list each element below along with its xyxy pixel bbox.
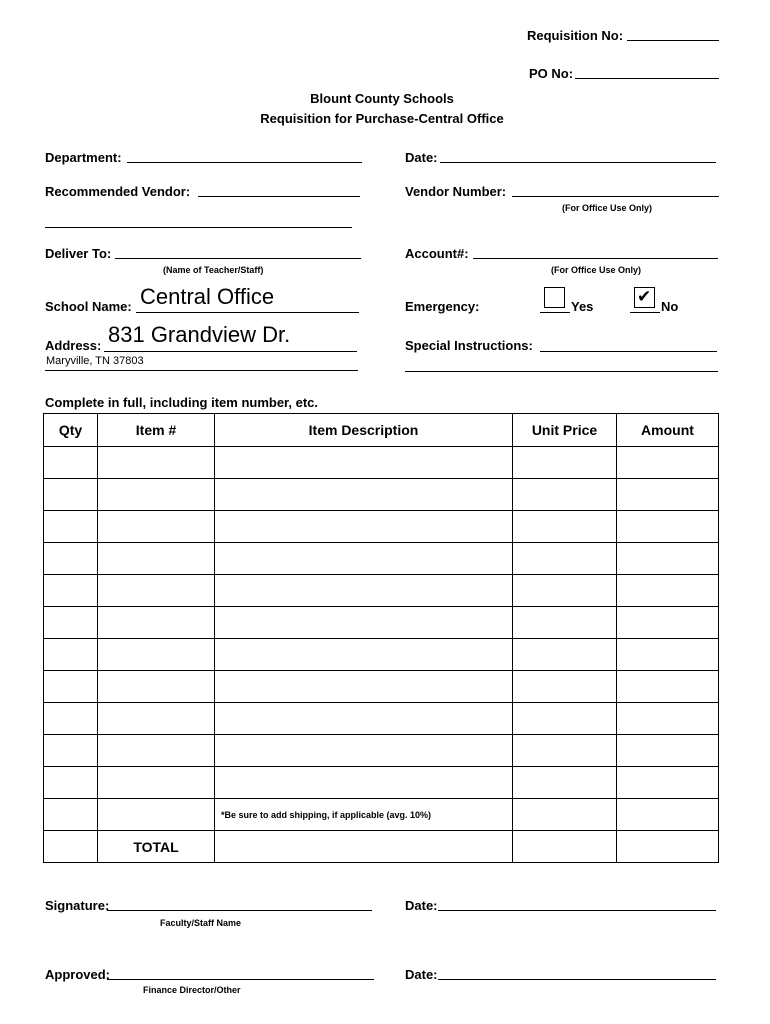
cell[interactable] bbox=[44, 543, 98, 575]
cell[interactable] bbox=[215, 575, 513, 607]
address-field-line2[interactable] bbox=[45, 370, 358, 371]
table-row bbox=[44, 575, 719, 607]
table-row bbox=[44, 479, 719, 511]
cell[interactable] bbox=[513, 479, 617, 511]
cell[interactable] bbox=[44, 671, 98, 703]
cell[interactable] bbox=[215, 767, 513, 799]
cell[interactable] bbox=[513, 543, 617, 575]
cell[interactable] bbox=[98, 639, 215, 671]
signature-label: Signature: bbox=[45, 898, 110, 913]
signature-field[interactable] bbox=[107, 910, 372, 911]
cell[interactable] bbox=[513, 799, 617, 831]
po-no-label: PO No: bbox=[529, 66, 574, 81]
school-name-label: School Name: bbox=[45, 299, 132, 314]
cell[interactable] bbox=[98, 671, 215, 703]
checkmark-icon: ✔ bbox=[637, 287, 652, 306]
cell[interactable] bbox=[44, 511, 98, 543]
total-label: TOTAL bbox=[98, 831, 215, 863]
teacher-staff-note: (Name of Teacher/Staff) bbox=[163, 265, 264, 275]
header-amount: Amount bbox=[617, 414, 719, 447]
address-label: Address: bbox=[45, 338, 102, 353]
emergency-yes-line bbox=[540, 312, 570, 313]
cell[interactable] bbox=[617, 447, 719, 479]
cell[interactable] bbox=[98, 447, 215, 479]
cell bbox=[215, 831, 513, 863]
school-name-field[interactable] bbox=[136, 312, 359, 313]
approved-date-label: Date: bbox=[405, 967, 438, 982]
cell[interactable] bbox=[44, 575, 98, 607]
shipping-row bbox=[44, 799, 719, 831]
department-label: Department: bbox=[45, 150, 122, 165]
approved-label: Approved: bbox=[45, 967, 110, 982]
approved-field[interactable] bbox=[107, 979, 374, 980]
cell[interactable] bbox=[513, 671, 617, 703]
deliver-to-field[interactable] bbox=[115, 258, 361, 259]
cell[interactable] bbox=[215, 543, 513, 575]
cell[interactable] bbox=[44, 639, 98, 671]
table-row bbox=[44, 447, 719, 479]
address-field[interactable] bbox=[104, 351, 357, 352]
cell[interactable] bbox=[215, 479, 513, 511]
cell[interactable] bbox=[617, 639, 719, 671]
signature-date-label: Date: bbox=[405, 898, 438, 913]
cell[interactable] bbox=[44, 447, 98, 479]
cell[interactable] bbox=[617, 671, 719, 703]
address-value: 831 Grandview Dr. bbox=[108, 322, 291, 347]
cell bbox=[44, 831, 98, 863]
items-table bbox=[43, 413, 719, 863]
cell[interactable] bbox=[215, 639, 513, 671]
school-name-value: Central Office bbox=[140, 284, 275, 309]
cell[interactable] bbox=[215, 607, 513, 639]
cell[interactable] bbox=[617, 607, 719, 639]
address-line2: Maryville, TN 37803 bbox=[46, 355, 144, 367]
emergency-no-label: No bbox=[661, 299, 679, 314]
special-instructions-field-line2[interactable] bbox=[405, 371, 718, 372]
total-row bbox=[44, 831, 719, 863]
cell[interactable] bbox=[44, 799, 98, 831]
cell[interactable] bbox=[617, 511, 719, 543]
cell[interactable] bbox=[44, 735, 98, 767]
cell[interactable] bbox=[617, 543, 719, 575]
account-field[interactable] bbox=[473, 258, 718, 259]
cell[interactable] bbox=[215, 703, 513, 735]
office-use-note-account: (For Office Use Only) bbox=[551, 265, 642, 275]
deliver-to-label: Deliver To: bbox=[45, 246, 112, 261]
cell[interactable] bbox=[44, 767, 98, 799]
emergency-label: Emergency: bbox=[405, 299, 480, 314]
date-label: Date: bbox=[405, 150, 438, 165]
cell[interactable] bbox=[513, 735, 617, 767]
table-row bbox=[44, 543, 719, 575]
approved-note: Finance Director/Other bbox=[143, 985, 241, 995]
cell[interactable] bbox=[513, 639, 617, 671]
cell[interactable] bbox=[98, 607, 215, 639]
signature-date-field[interactable] bbox=[438, 910, 716, 911]
recommended-vendor-field[interactable] bbox=[198, 196, 360, 197]
special-instructions-label: Special Instructions: bbox=[405, 338, 533, 353]
emergency-no-line bbox=[630, 312, 660, 313]
cell[interactable] bbox=[513, 767, 617, 799]
header-item-description: Item Description bbox=[215, 414, 513, 447]
cell[interactable] bbox=[513, 447, 617, 479]
cell[interactable] bbox=[617, 799, 719, 831]
signature-note: Faculty/Staff Name bbox=[160, 918, 242, 928]
cell[interactable] bbox=[617, 735, 719, 767]
table-row bbox=[44, 703, 719, 735]
table-intro: Complete in full, including item number, etc. bbox=[45, 395, 319, 410]
cell[interactable] bbox=[215, 511, 513, 543]
cell[interactable] bbox=[44, 479, 98, 511]
cell[interactable] bbox=[215, 735, 513, 767]
requisition-no-label: Requisition No: bbox=[527, 28, 624, 43]
requisition-no-field[interactable] bbox=[627, 40, 719, 41]
shipping-note: *Be sure to add shipping, if applicable (avg. 10%) bbox=[215, 799, 513, 831]
cell[interactable] bbox=[513, 607, 617, 639]
table-row bbox=[44, 607, 719, 639]
org-name: Blount County Schools bbox=[310, 91, 454, 106]
special-instructions-field[interactable] bbox=[540, 351, 717, 352]
po-no-field[interactable] bbox=[575, 78, 719, 79]
table-header-row bbox=[44, 414, 719, 447]
cell[interactable] bbox=[215, 671, 513, 703]
date-field[interactable] bbox=[440, 162, 716, 163]
recommended-vendor-label: Recommended Vendor: bbox=[45, 184, 191, 199]
cell[interactable] bbox=[513, 703, 617, 735]
cell[interactable] bbox=[44, 607, 98, 639]
cell[interactable] bbox=[98, 543, 215, 575]
cell[interactable] bbox=[98, 799, 215, 831]
cell[interactable] bbox=[98, 735, 215, 767]
cell[interactable] bbox=[44, 703, 98, 735]
recommended-vendor-field-line2[interactable] bbox=[45, 227, 352, 228]
emergency-yes-label: Yes bbox=[571, 299, 594, 314]
approved-date-field[interactable] bbox=[438, 979, 716, 980]
cell bbox=[513, 831, 617, 863]
form-title: Requisition for Purchase-Central Office bbox=[260, 111, 504, 126]
cell[interactable] bbox=[617, 575, 719, 607]
table-row bbox=[44, 671, 719, 703]
table-row bbox=[44, 735, 719, 767]
department-field[interactable] bbox=[127, 162, 362, 163]
cell[interactable] bbox=[617, 703, 719, 735]
cell[interactable] bbox=[98, 703, 215, 735]
cell[interactable] bbox=[617, 767, 719, 799]
header-qty: Qty bbox=[44, 414, 98, 447]
vendor-number-label: Vendor Number: bbox=[405, 184, 507, 199]
cell[interactable] bbox=[617, 479, 719, 511]
vendor-number-field[interactable] bbox=[512, 196, 719, 197]
table-row bbox=[44, 767, 719, 799]
cell[interactable] bbox=[513, 575, 617, 607]
emergency-yes-checkbox[interactable] bbox=[544, 287, 565, 308]
cell[interactable] bbox=[98, 575, 215, 607]
cell[interactable] bbox=[98, 511, 215, 543]
cell[interactable] bbox=[215, 447, 513, 479]
cell[interactable] bbox=[513, 511, 617, 543]
cell[interactable] bbox=[98, 479, 215, 511]
account-label: Account#: bbox=[405, 246, 469, 261]
header-unit-price: Unit Price bbox=[513, 414, 617, 447]
cell[interactable] bbox=[98, 767, 215, 799]
header-item-number: Item # bbox=[98, 414, 215, 447]
table-row bbox=[44, 511, 719, 543]
table-row bbox=[44, 639, 719, 671]
total-amount-cell[interactable] bbox=[617, 831, 719, 863]
office-use-note-vendor: (For Office Use Only) bbox=[562, 203, 653, 213]
